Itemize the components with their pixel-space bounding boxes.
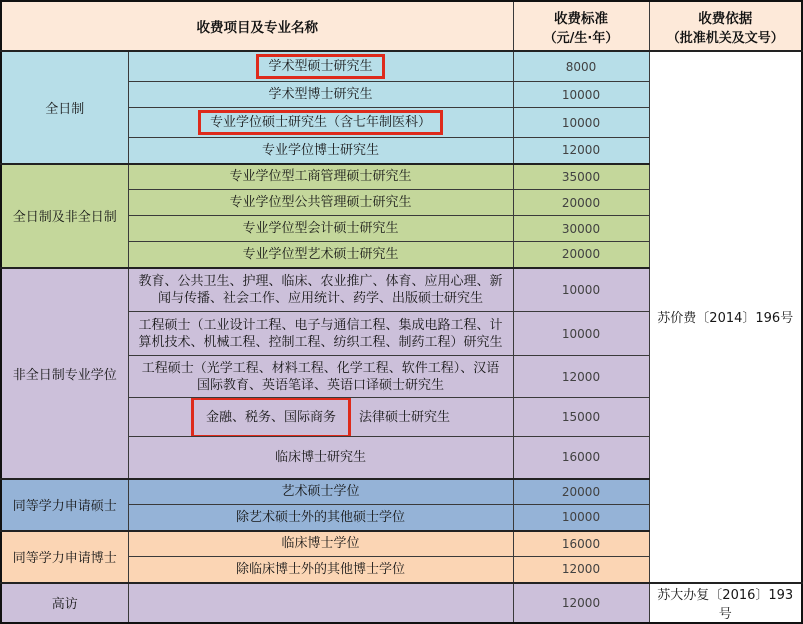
red-annotation-box: 专业学位硕士研究生（含七年制医科） bbox=[198, 110, 443, 135]
fee-cell: 15000 bbox=[513, 398, 649, 437]
category-cell-full-and-part: 全日制及非全日制 bbox=[1, 164, 128, 268]
fee-cell: 10000 bbox=[513, 108, 649, 138]
program-cell: 除艺术硕士外的其他硕士学位 bbox=[128, 505, 513, 531]
category-cell-fulltime: 全日制 bbox=[1, 51, 128, 164]
fee-cell: 35000 bbox=[513, 164, 649, 190]
program-cell: 专业学位型公共管理硕士研究生 bbox=[128, 190, 513, 216]
program-cell bbox=[128, 51, 513, 82]
fee-cell: 16000 bbox=[513, 437, 649, 479]
program-cell: 除临床博士外的其他博士学位 bbox=[128, 557, 513, 583]
fee-cell: 20000 bbox=[513, 190, 649, 216]
program-cell: 教育、公共卫生、护理、临床、农业推广、体育、应用心理、新闻与传播、社会工作、应用统计、药学、出版硕士研究生 bbox=[128, 268, 513, 312]
fee-cell: 16000 bbox=[513, 531, 649, 557]
basis-cell-bottom: 苏大办复〔2016〕193号 bbox=[649, 583, 802, 623]
program-cell: 专业学位型工商管理硕士研究生 bbox=[128, 164, 513, 190]
col-header-basis bbox=[649, 1, 802, 51]
header-row bbox=[1, 1, 802, 51]
fee-cell: 20000 bbox=[513, 479, 649, 505]
red-annotation-box: 金融、税务、国际商务 bbox=[191, 398, 351, 437]
fee-cell: 12000 bbox=[513, 557, 649, 583]
fee-cell: 10000 bbox=[513, 82, 649, 108]
program-cell: 学术型博士研究生 bbox=[128, 82, 513, 108]
col-header-basis-line1: 收费依据 bbox=[698, 10, 753, 27]
fee-cell: 10000 bbox=[513, 505, 649, 531]
fee-cell: 12000 bbox=[513, 583, 649, 623]
program-cell: 专业学位型艺术硕士研究生 bbox=[128, 242, 513, 268]
category-cell-equivalent-doctor: 同等学力申请博士 bbox=[1, 531, 128, 583]
program-cell: 专业学位博士研究生 bbox=[128, 138, 513, 164]
category-cell-visiting: 高访 bbox=[1, 583, 128, 623]
col-header-fee-line2: （元/生·年） bbox=[543, 30, 619, 46]
fee-cell: 30000 bbox=[513, 216, 649, 242]
fee-cell: 20000 bbox=[513, 242, 649, 268]
program-cell: 工程硕士（光学工程、材料工程、化学工程、软件工程）、汉语国际教育、英语笔译、英语口译硕士研究生 bbox=[128, 356, 513, 398]
fee-cell: 10000 bbox=[513, 268, 649, 312]
category-cell-parttime-professional: 非全日制专业学位 bbox=[1, 268, 128, 479]
program-cell: 临床博士学位 bbox=[128, 531, 513, 557]
fee-cell: 12000 bbox=[513, 356, 649, 398]
table-row bbox=[1, 51, 802, 82]
program-cell: 专业学位型会计硕士研究生 bbox=[128, 216, 513, 242]
program-cell: 工程硕士（工业设计工程、电子与通信工程、集成电路工程、计算机技术、机械工程、控制工程、纺织工程、制药工程）研究生 bbox=[128, 312, 513, 356]
col-header-fee-line1: 收费标准 bbox=[554, 10, 608, 27]
col-header-name: 收费项目及专业名称 bbox=[1, 1, 513, 51]
program-cell bbox=[128, 583, 513, 623]
col-header-basis-line2: （批准机关及文号） bbox=[666, 30, 784, 46]
program-cell: 临床博士研究生 bbox=[128, 437, 513, 479]
col-header-fee bbox=[513, 1, 649, 51]
fee-cell: 12000 bbox=[513, 138, 649, 164]
program-cell bbox=[128, 108, 513, 138]
basis-cell-main: 苏价费〔2014〕196号 bbox=[649, 51, 802, 583]
program-cell: 艺术硕士学位 bbox=[128, 479, 513, 505]
table-row bbox=[1, 583, 802, 623]
program-cell-rest-label: 法律硕士研究生 bbox=[359, 409, 451, 425]
red-annotation-box: 学术型硕士研究生 bbox=[256, 54, 384, 79]
fee-cell: 8000 bbox=[513, 51, 649, 82]
category-cell-equivalent-master: 同等学力申请硕士 bbox=[1, 479, 128, 531]
program-cell bbox=[128, 398, 513, 437]
fee-cell: 10000 bbox=[513, 312, 649, 356]
